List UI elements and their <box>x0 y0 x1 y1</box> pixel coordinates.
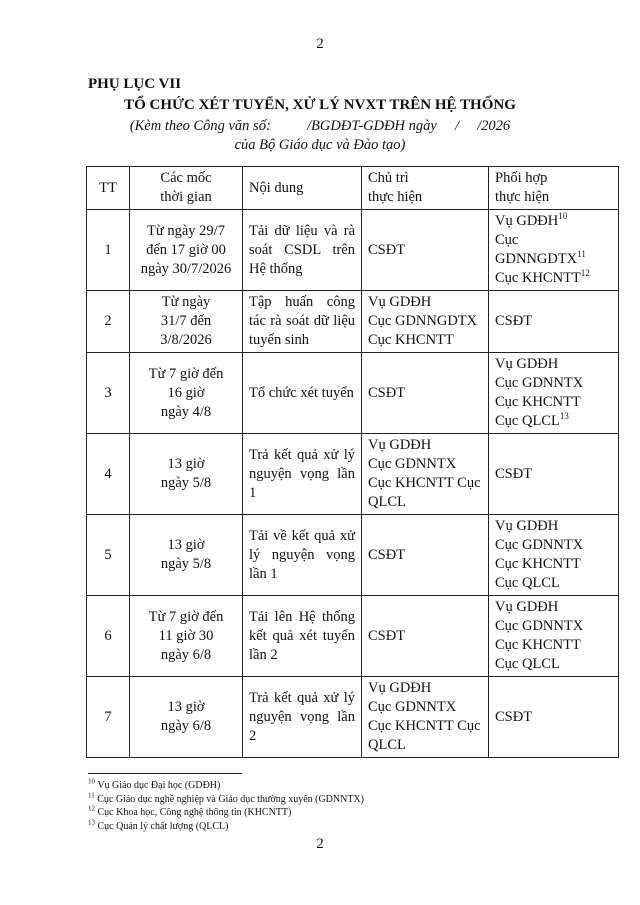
page-number-bottom: 2 <box>316 836 324 852</box>
cell-lead: Vụ GDĐH Cục GDNNTX Cục KHCNTT Cục QLCL <box>362 677 489 758</box>
cell-coord: CSĐT <box>489 291 619 353</box>
table-row <box>87 434 619 515</box>
footnotes <box>88 779 364 833</box>
cell-tt: 3 <box>87 353 130 434</box>
cell-tt: 6 <box>87 596 130 677</box>
cell-content: Trả kết quả xử lý nguyện vọng lần 1 <box>243 434 362 515</box>
footnote <box>88 820 364 834</box>
footnote-divider <box>88 773 242 774</box>
cell-time: Từ ngày 29/7 đến 17 giờ 00 ngày 30/7/2026 <box>130 210 243 291</box>
table-row <box>87 210 619 291</box>
page-number-top: 2 <box>316 36 324 52</box>
cell-content: Tải dữ liệu và rà soát CSDL trên Hệ thống <box>243 210 362 291</box>
table-header-row <box>87 167 619 210</box>
table-row <box>87 596 619 677</box>
footnote-text: Cục Quản lý chất lượng (QLCL) <box>95 820 229 832</box>
cell-time: 13 giờ ngày 5/8 <box>130 515 243 596</box>
cell-coord: Vụ GDĐH Cục GDNNTX Cục KHCNTT Cục QLCL <box>489 596 619 677</box>
cell-tt: 7 <box>87 677 130 758</box>
cell-tt: 4 <box>87 434 130 515</box>
appendix-label: PHỤ LỤC VII <box>88 76 182 92</box>
cell-time: Từ 7 giờ đến 16 giờ ngày 4/8 <box>130 353 243 434</box>
table-row <box>87 291 619 353</box>
cell-coord <box>489 353 619 434</box>
footnote-ref: 10 <box>558 211 568 222</box>
footnote-ref: 13 <box>559 411 569 422</box>
document-title: TỔ CHỨC XÉT TUYỂN, XỬ LÝ NVXT TRÊN HỆ THỐNG <box>124 97 516 113</box>
cell-lead: Vụ GDĐH Cục GDNNGDTX Cục KHCNTT <box>362 291 489 353</box>
footnote-ref: 11 <box>577 249 586 260</box>
footnote-number: 13 <box>88 818 95 827</box>
header-lead: Chủ trì thực hiện <box>362 167 489 210</box>
table-row <box>87 353 619 434</box>
cell-time: 13 giờ ngày 5/8 <box>130 434 243 515</box>
cell-time: Từ 7 giờ đến 11 giờ 30 ngày 6/8 <box>130 596 243 677</box>
footnote-ref: 12 <box>580 268 590 279</box>
cell-lead: Vụ GDĐH Cục GDNNTX Cục KHCNTT Cục QLCL <box>362 434 489 515</box>
footnote-number: 10 <box>88 777 95 786</box>
footnote-text: Cục Khoa học, Công nghệ thông tin (KHCNTT) <box>95 807 292 818</box>
footnote-number: 12 <box>88 804 95 813</box>
header-time: Các mốc thời gian <box>130 167 243 210</box>
footnote <box>88 793 364 807</box>
cell-time: 13 giờ ngày 6/8 <box>130 677 243 758</box>
cell-coord: Vụ GDĐH Cục GDNNTX Cục KHCNTT Cục QLCL <box>489 515 619 596</box>
coord-lines: Vụ GDĐH Cục GDNNTX Cục KHCNTT Cục QLCL <box>495 356 584 429</box>
footnote-text: Cục Giáo dục nghề nghiệp và Giáo dục thường xuyên (GDNNTX) <box>94 793 365 805</box>
document-subtitle: (Kèm theo Công văn số: /BGDĐT-GDĐH ngày / /2026 <box>129 118 511 134</box>
header-tt: TT <box>87 167 130 210</box>
cell-content: Tổ chức xét tuyển <box>243 353 362 434</box>
cell-tt: 5 <box>87 515 130 596</box>
schedule-table <box>86 166 619 758</box>
table-row <box>87 677 619 758</box>
coord-line: Cục KHCNTT <box>495 270 581 286</box>
footnote-text: Vụ Giáo dục Đại học (GDĐH) <box>95 780 221 791</box>
cell-content: Tải về kết quả xử lý nguyện vọng lần 1 <box>243 515 362 596</box>
footnote <box>88 806 364 820</box>
cell-lead: CSĐT <box>362 210 489 291</box>
document-subtitle-line2: của Bộ Giáo dục và Đào tạo) <box>234 137 406 153</box>
coord-line: Vụ GDĐH <box>495 213 559 229</box>
cell-lead: CSĐT <box>362 353 489 434</box>
coord-line: Cục GDNNGDTX <box>495 232 578 267</box>
cell-coord <box>489 210 619 291</box>
cell-coord: CSĐT <box>489 677 619 758</box>
cell-content: Tải lên Hệ thống kết quả xét tuyển lần 2 <box>243 596 362 677</box>
footnote <box>88 779 364 793</box>
table-row <box>87 515 619 596</box>
cell-lead: CSĐT <box>362 515 489 596</box>
cell-coord: CSĐT <box>489 434 619 515</box>
header-content: Nội dung <box>243 167 362 210</box>
cell-content: Tập huấn công tác rà soát dữ liệu tuyển sinh <box>243 291 362 353</box>
header-coord: Phối hợp thực hiện <box>489 167 619 210</box>
cell-tt: 1 <box>87 210 130 291</box>
footnote-number: 11 <box>88 791 95 800</box>
cell-time: Từ ngày 31/7 đến 3/8/2026 <box>130 291 243 353</box>
cell-lead: CSĐT <box>362 596 489 677</box>
cell-tt: 2 <box>87 291 130 353</box>
cell-content: Trả kết quả xử lý nguyện vọng lần 2 <box>243 677 362 758</box>
